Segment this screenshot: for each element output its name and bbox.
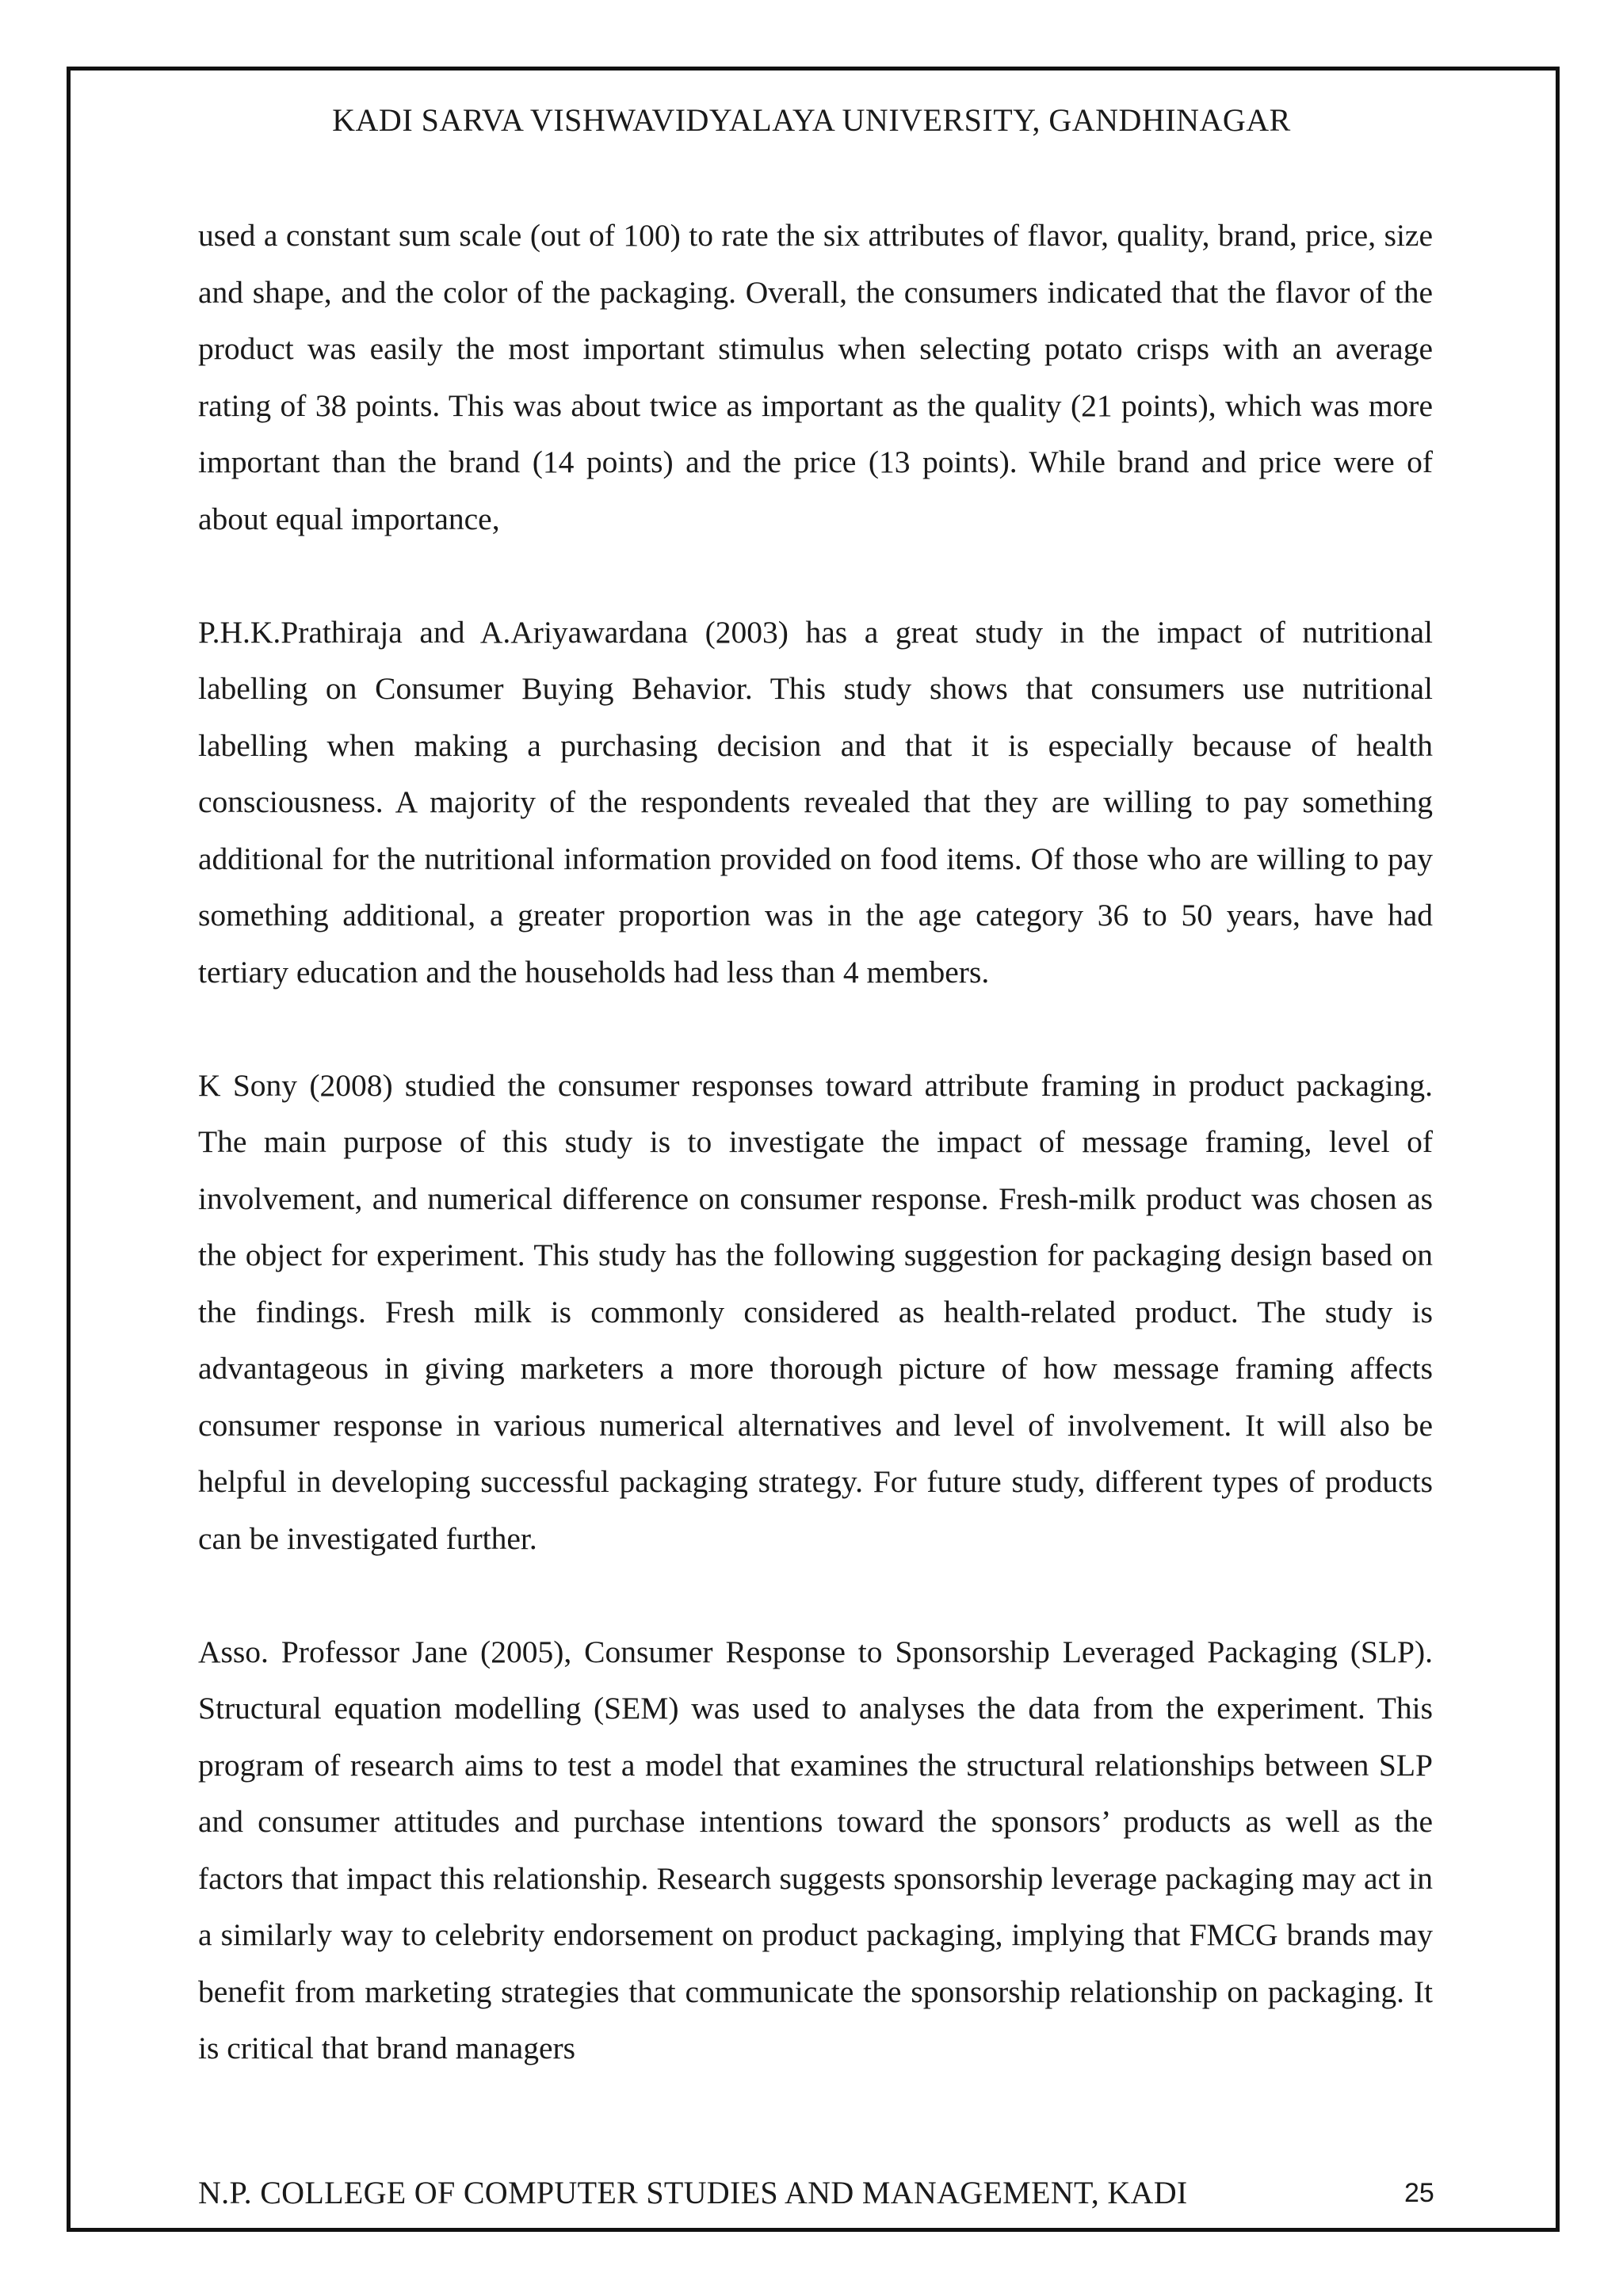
paragraph-professor-jane: Asso. Professor Jane (2005), Consumer Response to Sponsorship Leveraged Packaging (SLP). Structural equation modelling (SEM) was used to analyses the data from the experiment. This program of research aims to test a model that examines the structural relationships between SLP and consumer attitudes and purchase intentions toward the sponsors’ products as well as the factors that impact this relationship. Research suggests sponsorship leverage packaging may act in a similarly way to celebrity endorsement on product packaging, implying that FMCG brands may benefit from marketing strategies that communicate the sponsorship relationship on packaging. It is critical that brand managers [198, 1634, 1433, 2065]
paragraph-prathiraja-ariyawardana: P.H.K.Prathiraja and A.Ariyawardana (2003) has a great study in the impact of nutritional labelling on Consumer Buying Behavior. This study shows that consumers use nutritional labelling when making a purchasing decision and that it is especially because of health consciousness. A majority of the respondents revealed that they are willing to pay something additional for the nutritional information provided on food items. Of those who are willing to pay something additional, a greater proportion was in the age category 36 to 50 years, have had tertiary education and the households had less than 4 members. [198, 614, 1433, 990]
paragraph-constant-sum-scale: used a constant sum scale (out of 100) to rate the six attributes of flavor, quality, brand, price, size and shape, and the color of the packaging. Overall, the consumers indicated that the flavor of the product was easily the most important stimulus when selecting potato crisps with an average rating of 38 points. This was about twice as important as the quality (21 points), which was more important than the brand (14 points) and the price (13 points). While brand and price were of about equal importance, [198, 218, 1433, 536]
paragraph-k-sony: K Sony (2008) studied the consumer responses toward attribute framing in product packaging. The main purpose of this study is to investigate the impact of message framing, level of involvement, and numerical difference on consumer response. Fresh-milk product was chosen as the object for experiment. This study has the following suggestion for packaging design based on the findings. Fresh milk is commonly considered as health-related product. The study is advantageous in giving marketers a more thorough picture of how message framing affects consumer response in various numerical alternatives and level of involvement. It will also be helpful in developing successful packaging strategy. For future study, different types of products can be investigated further. [198, 1067, 1433, 1556]
page-footer: N.P. COLLEGE OF COMPUTER STUDIES AND MANAGEMENT, KADI [198, 2175, 1188, 2210]
page-header: KADI SARVA VISHWAVIDYALAYA UNIVERSITY, GANDHINAGAR [332, 102, 1291, 138]
document-body [198, 208, 1433, 2077]
page-number: 25 [1404, 2178, 1434, 2208]
